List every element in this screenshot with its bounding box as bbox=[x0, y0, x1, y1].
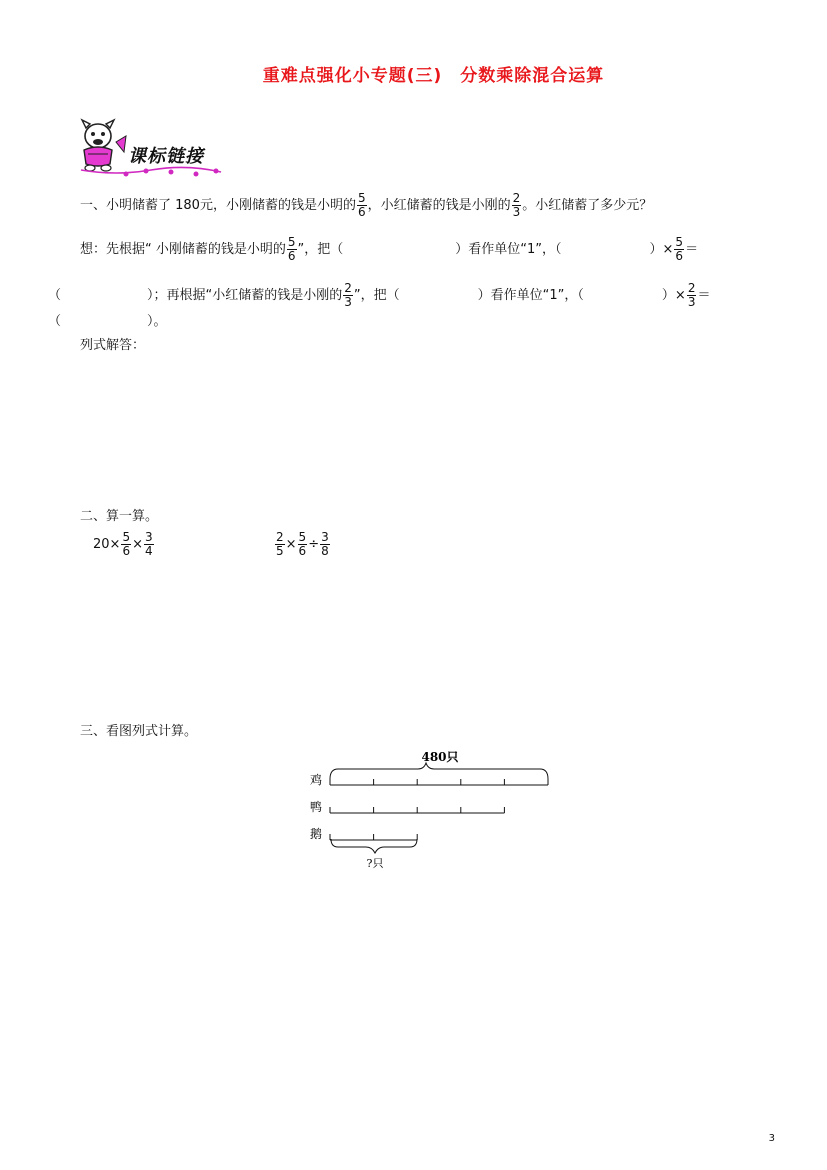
q1-text-b: ，小红储蓄的钱是小刚的 bbox=[367, 198, 511, 213]
fraction: $\frac{5}{6}$ bbox=[122, 530, 131, 558]
total-brace bbox=[330, 763, 548, 779]
q1-problem bbox=[80, 192, 652, 219]
hint-text: ）× bbox=[661, 288, 686, 303]
fraction: $\frac{5}{6}$ bbox=[287, 235, 296, 263]
q2-expression-2 bbox=[274, 531, 331, 558]
q2-expression-1 bbox=[93, 531, 155, 558]
fraction: $\frac{3}{8}$ bbox=[321, 530, 329, 558]
fraction: $\frac{2}{3}$ bbox=[344, 281, 352, 309]
hint-text: ）× bbox=[649, 242, 674, 257]
hint-text: ）；再根据“小红储蓄的钱是小刚的 bbox=[147, 288, 343, 303]
total-label: 480只 bbox=[421, 750, 459, 764]
segment-diagram bbox=[300, 745, 560, 875]
answer-label: 列式解答： bbox=[80, 338, 146, 353]
q1-hint-line1 bbox=[80, 236, 698, 263]
segment-diagram-svg bbox=[300, 745, 560, 875]
times-sign: × bbox=[285, 537, 297, 552]
q1-text-a: 一、小明储蓄了 180元，小刚储蓄的钱是小明的 bbox=[80, 198, 356, 213]
logo-text: 课标链接 bbox=[128, 146, 204, 167]
question-label: ?只 bbox=[366, 857, 384, 870]
hint-text: ”，把（ bbox=[297, 242, 344, 257]
row-label-goose: 鹅 bbox=[309, 827, 323, 841]
integer: 20 bbox=[93, 537, 110, 552]
page-title: 重难点强化小专题(三) 分数乘除混合运算 bbox=[262, 66, 605, 86]
hint-text: （ bbox=[48, 288, 62, 303]
times-sign: × bbox=[132, 537, 143, 552]
hint-text: ）看作单位“1”，（ bbox=[477, 288, 584, 303]
hint-text: ）。 bbox=[147, 314, 167, 329]
q1-text-c: 。小红储蓄了多少元？ bbox=[522, 198, 653, 213]
equals-sign: ＝ bbox=[697, 288, 711, 303]
q2-heading: 二、算一算。 bbox=[80, 509, 159, 524]
fraction: $\frac{5}{6}$ bbox=[298, 530, 307, 558]
divide-sign: ÷ bbox=[308, 537, 320, 552]
q1-hint-line2 bbox=[48, 282, 710, 309]
fraction: $\frac{2}{3}$ bbox=[512, 191, 521, 219]
segment-bars bbox=[330, 779, 548, 840]
question-brace bbox=[331, 839, 417, 853]
hint-text: 想：先根据“ 小刚储蓄的钱是小明的 bbox=[80, 242, 286, 257]
fraction: $\frac{5}{6}$ bbox=[357, 191, 366, 219]
row-label-duck: 鸭 bbox=[309, 800, 323, 814]
equals-sign: ＝ bbox=[685, 242, 699, 257]
hint-text: ”，把（ bbox=[353, 288, 400, 303]
hint-text: （ bbox=[48, 314, 62, 329]
fraction: $\frac{3}{4}$ bbox=[145, 530, 153, 558]
row-label-chicken: 鸡 bbox=[309, 773, 323, 787]
course-link-logo bbox=[76, 114, 226, 180]
fraction: $\frac{5}{6}$ bbox=[675, 235, 684, 263]
q1-hint-line3 bbox=[48, 312, 167, 332]
hint-text: ）看作单位“1”，（ bbox=[455, 242, 562, 257]
q3-heading: 三、看图列式计算。 bbox=[80, 724, 198, 739]
fraction: $\frac{2}{5}$ bbox=[276, 530, 284, 558]
page-number: 3 bbox=[768, 1133, 775, 1144]
times-sign: × bbox=[109, 537, 121, 552]
fraction: $\frac{2}{3}$ bbox=[687, 281, 696, 309]
